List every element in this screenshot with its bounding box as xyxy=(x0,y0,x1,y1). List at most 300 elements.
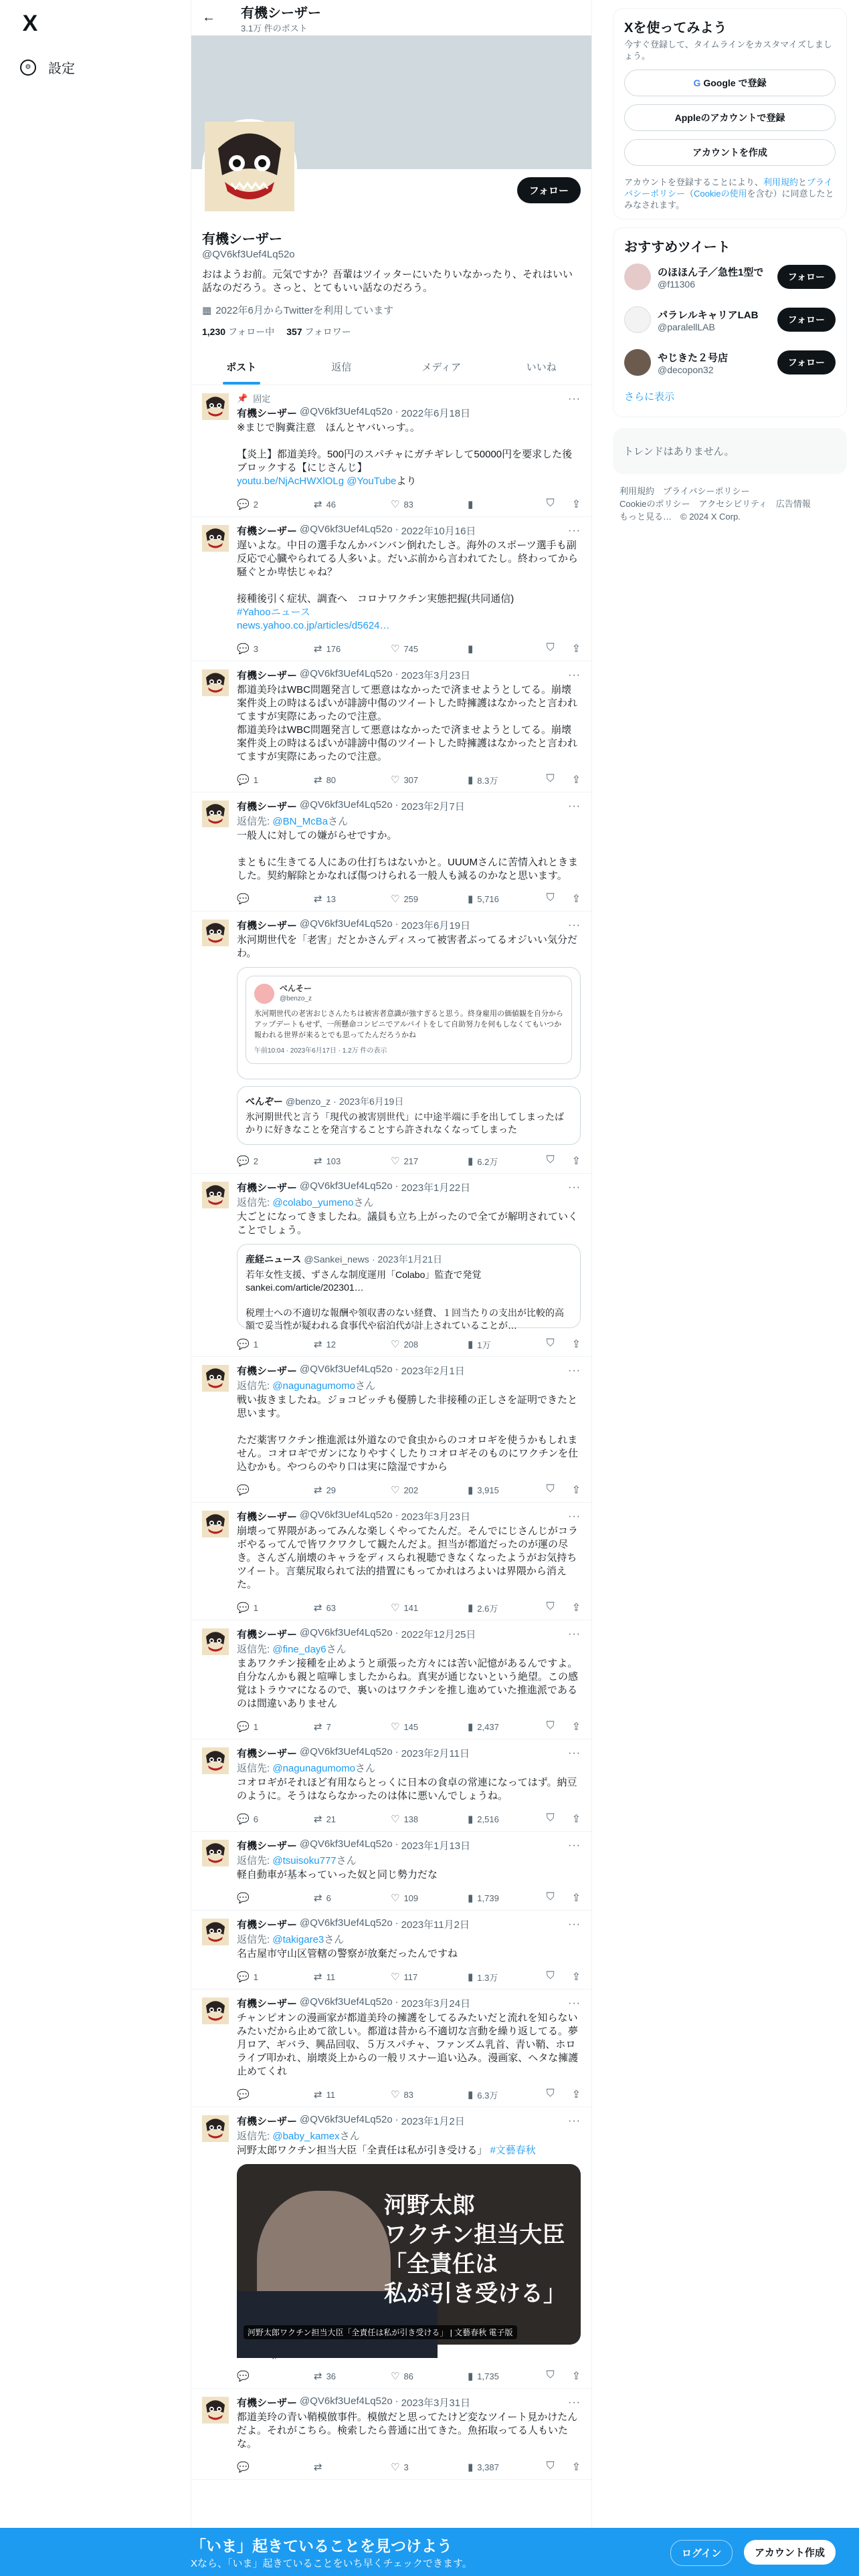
tweet-header: 有機シーザー @QV6kf3Uef4Lq52o · 2023年6月19日 xyxy=(237,918,471,932)
back-arrow-icon[interactable]: ← xyxy=(202,10,215,25)
tweet-author-handle[interactable]: @QV6kf3Uef4Lq52o xyxy=(300,918,393,930)
avatar[interactable] xyxy=(202,800,229,827)
share-icon[interactable]: ⇪ xyxy=(571,1814,581,1825)
more-icon[interactable]: ··· xyxy=(568,1628,581,1640)
pin-icon: 📌 xyxy=(237,393,248,403)
like-button[interactable]: ♡ 109 xyxy=(391,1893,419,1904)
views-button[interactable]: ▮ 2,516 xyxy=(468,1814,499,1825)
profile-name: 有機シーザー xyxy=(202,232,282,247)
tweet-date[interactable]: 2023年3月24日 xyxy=(401,1998,471,2010)
bookmark-icon[interactable]: ⛉ xyxy=(546,1154,555,1166)
recommend-item[interactable]: パラレルキャリアLAB @paralellLAB フォロー xyxy=(624,298,836,341)
retweet-button[interactable]: ⇄ 11 xyxy=(314,2089,336,2101)
reply-to-link[interactable]: @nagunagumomo xyxy=(272,1763,355,1774)
tweet-author-name[interactable]: 有機シーザー xyxy=(237,1629,298,1640)
follow-button[interactable]: フォロー xyxy=(517,177,581,203)
tab-media[interactable]: メディア xyxy=(421,362,462,373)
more-icon[interactable]: ··· xyxy=(568,1365,581,1376)
reply-button[interactable]: 💬 1 xyxy=(237,1602,258,1614)
recommend-follow-button[interactable]: フォロー xyxy=(777,308,836,332)
reply-to-link[interactable]: @BN_McBa xyxy=(272,816,328,827)
views-button[interactable]: ▮ 1.3万 xyxy=(468,1971,498,1983)
retweet-icon: ⇄ xyxy=(314,893,322,905)
tweet-date[interactable]: 2023年1月22日 xyxy=(401,1182,471,1194)
tweet[interactable] xyxy=(191,1503,591,1620)
apple-signup-button[interactable]: Appleのアカウントで登録 xyxy=(624,104,836,131)
reply-button[interactable] xyxy=(237,2370,314,2382)
privacy-link[interactable]: プライバシーポリシー xyxy=(624,177,833,199)
heart-icon: ♡ xyxy=(391,1156,400,1167)
tweet-header: 有機シーザー @QV6kf3Uef4Lq52o · 2023年2月7日 xyxy=(237,799,465,813)
tweet-date[interactable]: 2023年1月2日 xyxy=(401,2116,465,2127)
more-icon[interactable]: ··· xyxy=(568,920,581,931)
link-card-image[interactable]: 河野太郎 ワクチン担当大臣 「全責任は 私が引き受ける」 河野太郎ワクチン担当大臣「全責任は私が引き受ける」 | 文藝春秋 電子版 xyxy=(237,2164,581,2345)
bookmark-icon[interactable]: ⛉ xyxy=(546,498,555,509)
tweet-header: 有機シーザー @QV6kf3Uef4Lq52o · 2023年3月23日 xyxy=(237,668,471,681)
retweet-icon: ⇄ xyxy=(314,2089,322,2101)
retweet-icon: ⇄ xyxy=(314,1156,322,1167)
share-icon[interactable]: ⇪ xyxy=(571,1971,581,1983)
profile-avatar[interactable] xyxy=(202,119,297,214)
more-icon[interactable]: ··· xyxy=(568,1511,581,1522)
x-logo-icon[interactable]: X xyxy=(22,10,38,36)
heart-icon: ♡ xyxy=(391,2089,400,2101)
views-icon: ▮ xyxy=(468,774,474,786)
embedded-screenshot: べんそー @benzo_z 氷河期世代の老害おじさんたちは被害者意識が強すぎると思う。終身雇用の価値観を自分からアップデートもせず、一所懸命コンビニでアルバイトをして自助努力を何もしなくてもいつか報われる世界が来るとでも思ってたんだろうかね 午前10:04 · 2023年6月17日 · 1.2万 件の表示 xyxy=(246,976,572,1064)
tweet-author-name[interactable]: 有機シーザー xyxy=(237,801,298,813)
tweet-date[interactable]: 2023年2月1日 xyxy=(401,1366,465,1377)
avatar[interactable] xyxy=(202,393,229,420)
main-column xyxy=(191,0,592,2576)
tweet[interactable] xyxy=(191,1990,591,2107)
share-icon[interactable]: ⇪ xyxy=(571,2089,581,2101)
like-button[interactable]: ♡ 83 xyxy=(391,499,413,510)
tweet-author-name[interactable]: 有機シーザー xyxy=(237,1182,298,1194)
right-sidebar xyxy=(613,0,847,523)
tweet[interactable] xyxy=(191,2389,591,2480)
share-icon[interactable]: ⇪ xyxy=(571,893,581,905)
share-icon[interactable]: ⇪ xyxy=(571,1602,581,1614)
views-button[interactable]: ▮ 5,716 xyxy=(468,893,499,905)
views-button[interactable] xyxy=(468,498,545,510)
like-button[interactable]: ♡ 138 xyxy=(391,1814,419,1825)
reply-to: 返信先: @colabo_yumenoさん xyxy=(237,1197,374,1208)
calendar-icon: ▦ xyxy=(202,304,212,316)
tweet-header: 有機シーザー @QV6kf3Uef4Lq52o · 2023年3月31日 xyxy=(237,2395,471,2409)
share-icon[interactable]: ⇪ xyxy=(571,643,581,655)
profile-bio: おはようお前。元気ですか？吾輩はツイッターにいたりいなかったり、それはいい話なのだろう。さっと、とてもいい話なのだろう。 xyxy=(202,269,573,294)
tweet-author-name[interactable]: 有機シーザー xyxy=(237,1511,298,1523)
like-button[interactable]: ♡ 202 xyxy=(391,1485,419,1496)
like-button[interactable]: ♡ 117 xyxy=(391,1971,418,1983)
tweet-date[interactable]: 2023年1月13日 xyxy=(401,1840,471,1852)
reply-to-link[interactable]: @baby_kamex xyxy=(272,2131,340,2142)
reply-to: 返信先: @BN_McBaさん xyxy=(237,816,349,827)
reply-button[interactable]: 💬 1 xyxy=(237,774,258,786)
like-button[interactable]: ♡ 86 xyxy=(391,2371,413,2382)
tweet[interactable] xyxy=(191,1911,591,1990)
tweet-author-name[interactable]: 有機シーザー xyxy=(237,408,298,419)
heart-icon: ♡ xyxy=(391,893,400,905)
heart-icon: ♡ xyxy=(391,1485,400,1496)
tweet[interactable] xyxy=(191,1174,591,1357)
tweet-author-name[interactable]: 有機シーザー xyxy=(237,1366,298,1377)
tab-replies[interactable]: 返信 xyxy=(331,362,352,373)
tweet-author-name[interactable]: 有機シーザー xyxy=(237,670,298,681)
bookmark-icon[interactable]: ⛉ xyxy=(546,2088,555,2099)
tweet-actions xyxy=(237,887,581,911)
retweet-button[interactable]: ⇄ 80 xyxy=(314,774,337,786)
like-button[interactable]: ♡ 745 xyxy=(391,643,419,655)
create-account-button[interactable]: アカウントを作成 xyxy=(624,139,836,166)
tweet-author-handle[interactable]: @QV6kf3Uef4Lq52o xyxy=(300,406,393,417)
share-icon[interactable]: ⇪ xyxy=(571,2462,581,2473)
heart-icon: ♡ xyxy=(391,1893,400,1904)
quote-tweet[interactable]: べんぞー @benzo_z · 2023年6月19日 氷河期世代と言う「現代の被害別世代」に中途半端に手を出してしまったばかりに好きなことを発言することすら許されなくなってしまった xyxy=(237,1086,581,1145)
cookie-link[interactable]: Cookieの使用 xyxy=(694,189,747,199)
more-icon[interactable]: ··· xyxy=(568,669,581,681)
like-button[interactable]: ♡ 208 xyxy=(391,1339,419,1350)
tweet-text: 一般人に対しての嫌がらせですか。 まともに生きてる人にあの仕打ちはないかと。UUUMさんに苦情入れときました。契約解除とかなれば傷つけられる一般人も減るのかなと思います。 xyxy=(237,830,578,881)
tweet[interactable] xyxy=(191,1620,591,1739)
views-icon: ▮ xyxy=(468,2089,474,2101)
like-button[interactable]: ♡ 307 xyxy=(391,774,419,786)
avatar[interactable] xyxy=(202,1840,229,1866)
more-icon[interactable]: ··· xyxy=(568,1998,581,2009)
more-icon[interactable]: ··· xyxy=(568,800,581,812)
tweet-actions xyxy=(237,1886,581,1910)
google-signup-button[interactable]: G Google で登録 xyxy=(624,70,836,96)
share-icon[interactable]: ⇪ xyxy=(571,1339,581,1350)
tweet-author-handle[interactable]: @QV6kf3Uef4Lq52o xyxy=(300,1509,393,1521)
tweet[interactable] xyxy=(191,385,591,517)
more-icon[interactable]: ··· xyxy=(568,2115,581,2127)
like-button[interactable]: ♡ 259 xyxy=(391,893,419,905)
retweet-button[interactable]: ⇄ 29 xyxy=(314,1485,337,1496)
like-button[interactable]: ♡ 141 xyxy=(391,1602,419,1614)
tweet[interactable] xyxy=(191,1739,591,1832)
bottom-signup-bar xyxy=(0,2528,859,2576)
tweet-header: 有機シーザー @QV6kf3Uef4Lq52o · 2022年12月25日 xyxy=(237,1627,476,1640)
heart-icon: ♡ xyxy=(391,774,400,786)
tweet-date[interactable]: 2023年3月23日 xyxy=(401,670,471,681)
recommend-follow-button[interactable]: フォロー xyxy=(777,350,836,374)
tweet-author-name[interactable]: 有機シーザー xyxy=(237,1748,298,1759)
recommend-title: おすすめツイート xyxy=(624,240,731,255)
tweet-author-name[interactable]: 有機シーザー xyxy=(237,1998,298,2010)
tweet-author-handle[interactable]: @QV6kf3Uef4Lq52o xyxy=(300,1996,393,2008)
reply-icon: 💬 xyxy=(237,1721,250,1733)
tweet-text: 崩壊って界隈があってみんな楽しくやってたんだ。そんでにじさんじがコラボやるってんで皆ワクワクして観たんだよ。担当が都道だったのが運の尽き。さんざん崩壊のキャラをディスられ視聴できなくなったようがお気持ちツイート。言葉尻取られて法的措置にもってかれはろよいは界隈から消えた。 xyxy=(237,1525,578,1590)
tweet-header: 有機シーザー @QV6kf3Uef4Lq52o · 2023年3月24日 xyxy=(237,1996,471,2010)
reply-to-link[interactable]: @fine_day6 xyxy=(272,1644,326,1655)
profile-header-bar xyxy=(191,0,591,35)
tweet-actions xyxy=(237,1149,581,1173)
retweet-icon: ⇄ xyxy=(314,1721,322,1733)
bottom-subtitle: Xなら、「いま」起きていることをいち早くチェックできます。 xyxy=(191,2558,472,2569)
tweet-author-handle[interactable]: @QV6kf3Uef4Lq52o xyxy=(300,1746,393,1757)
tweet-link[interactable]: #Yahooニュース news.yahoo.co.jp/articles/d5624… xyxy=(237,607,390,631)
heart-icon: ♡ xyxy=(391,499,400,510)
reply-icon: 💬 xyxy=(237,1893,250,1904)
reply-button[interactable]: 💬 2 xyxy=(237,1156,258,1167)
tab-posts[interactable]: ポスト xyxy=(191,349,292,385)
bookmark-icon[interactable]: ⛉ xyxy=(546,642,555,653)
hashtag-link[interactable]: #文藝春秋 xyxy=(490,2145,536,2156)
tweet-actions xyxy=(237,2364,581,2388)
reply-button[interactable] xyxy=(237,1484,314,1496)
tweet-header: 有機シーザー @QV6kf3Uef4Lq52o · 2022年10月16日 xyxy=(237,524,476,537)
tweet-actions xyxy=(237,492,581,516)
retweet-button[interactable]: ⇄ 12 xyxy=(314,1339,337,1350)
views-icon: ▮ xyxy=(468,2371,474,2382)
more-icon[interactable]: ··· xyxy=(568,1919,581,1930)
recommend-follow-button[interactable]: フォロー xyxy=(777,265,836,289)
tweet-date[interactable]: 2023年3月23日 xyxy=(401,1511,471,1523)
views-button[interactable]: ▮ 1,739 xyxy=(468,1893,499,1904)
tweet-author-handle[interactable]: @QV6kf3Uef4Lq52o xyxy=(300,1364,393,1375)
login-button[interactable]: ログイン xyxy=(670,2540,733,2566)
avatar[interactable] xyxy=(202,1365,229,1392)
share-icon[interactable]: ⇪ xyxy=(571,2371,581,2382)
views-icon: ▮ xyxy=(468,1893,474,1904)
tweet-header: 有機シーザー @QV6kf3Uef4Lq52o · 2023年1月22日 xyxy=(237,1180,471,1194)
quote-card[interactable] xyxy=(237,967,581,1079)
recommend-box xyxy=(613,227,847,417)
more-icon[interactable]: ··· xyxy=(568,1747,581,1759)
tweet[interactable] xyxy=(191,911,591,1174)
share-icon[interactable]: ⇪ xyxy=(571,1485,581,1496)
tweet-author-handle[interactable]: @QV6kf3Uef4Lq52o xyxy=(300,2395,393,2407)
recommend-item[interactable]: のほほん子／急性1型で @f11306 フォロー xyxy=(624,255,836,298)
tweet[interactable] xyxy=(191,792,591,911)
share-icon[interactable]: ⇪ xyxy=(571,1156,581,1167)
footer-links[interactable]: 利用規約 プライバシーポリシー Cookieのポリシー アクセシビリティ 広告情報 もっと見る… © 2024 X Corp. xyxy=(619,486,811,522)
share-icon[interactable]: ⇪ xyxy=(571,1721,581,1733)
tweet-actions xyxy=(237,1715,581,1739)
views-button[interactable]: ▮ 8.3万 xyxy=(468,774,498,786)
avatar[interactable] xyxy=(202,1747,229,1774)
heart-icon: ♡ xyxy=(391,1602,400,1614)
tweet-date[interactable]: 2023年3月31日 xyxy=(401,2397,471,2409)
reply-button[interactable] xyxy=(237,1892,314,1904)
avatar[interactable] xyxy=(624,306,651,333)
reply-button[interactable]: 💬 2 xyxy=(237,499,258,510)
tweet-date[interactable]: 2022年6月18日 xyxy=(401,408,471,419)
share-icon[interactable]: ⇪ xyxy=(571,1893,581,1904)
tweet-author-handle[interactable]: @QV6kf3Uef4Lq52o xyxy=(300,1627,393,1638)
bookmark-icon[interactable]: ⛉ xyxy=(546,1601,555,1612)
tweet-link[interactable]: youtu.be/NjAcHWXlOLg @YouTube xyxy=(237,475,397,487)
retweet-button[interactable]: ⇄ 21 xyxy=(314,1814,337,1825)
avatar[interactable] xyxy=(202,2397,229,2424)
tweet-author-name[interactable]: 有機シーザー xyxy=(237,1840,298,1852)
tweet[interactable] xyxy=(191,1357,591,1503)
heart-icon: ♡ xyxy=(391,2462,400,2473)
nav-settings-label: 設定 xyxy=(48,62,75,76)
retweet-button[interactable]: ⇄ 13 xyxy=(314,893,337,905)
tweet-author-handle[interactable]: @QV6kf3Uef4Lq52o xyxy=(300,668,393,679)
avatar[interactable] xyxy=(624,263,651,290)
avatar[interactable] xyxy=(202,920,229,946)
nav-settings[interactable] xyxy=(13,51,177,84)
signup-title: Xを使ってみよう xyxy=(624,21,727,35)
views-button[interactable]: ▮ 3,915 xyxy=(468,1485,499,1496)
tweet-author-handle[interactable]: @QV6kf3Uef4Lq52o xyxy=(300,524,393,535)
views-button[interactable]: ▮ 1万 xyxy=(468,1339,491,1350)
tweet-date[interactable]: 2023年6月19日 xyxy=(401,920,471,932)
more-icon[interactable]: ··· xyxy=(568,525,581,536)
pinned-label: 📌 固定 xyxy=(237,393,271,404)
heart-icon: ♡ xyxy=(391,1339,400,1350)
reply-button[interactable]: 💬 1 xyxy=(237,1971,258,1983)
avatar[interactable] xyxy=(202,1182,229,1208)
tweet-author-name[interactable]: 有機シーザー xyxy=(237,1919,298,1931)
reply-button[interactable]: 💬 6 xyxy=(237,1814,258,1825)
avatar xyxy=(254,984,274,1004)
reply-button[interactable]: 💬 3 xyxy=(237,643,258,655)
views-button[interactable]: ▮ 6.3万 xyxy=(468,2089,498,2101)
like-button[interactable]: ♡ 217 xyxy=(391,1156,419,1167)
gear-icon: ⚙ xyxy=(20,60,36,76)
bookmark-icon[interactable]: ⛉ xyxy=(546,1891,555,1903)
tweet-text: ※まじで胸糞注意 ほんとヤバいっす。。 【炎上】都道美玲。500円のスパチャにガチギレして50000円を要求した後ブロックする【にじさんじ】 youtu.be/NjAcHWXlOLg @YouTubeより xyxy=(237,422,573,487)
reply-icon: 💬 xyxy=(237,1602,250,1614)
tab-likes[interactable]: いいね xyxy=(526,362,557,373)
tweet-text: 都道美玲はWBC問題発言して悪意はなかったで済ませようとしてる。崩壊案件炎上の時はるぱいが誹謗中傷のツイートした時擁護はなかったと言われてますが実際にあったので注意。 都道美玲はWBC問題発言して悪意はなかったで済ませようとしてる。崩壊案件炎上の時はるぱいが誹謗中傷のツイートした時擁護はなかったと言われてますが実際にあったので注意。 xyxy=(237,684,577,762)
views-button[interactable]: ▮ 1,735 xyxy=(468,2371,499,2382)
followers-link[interactable]: 357 フォロワー xyxy=(286,326,351,337)
bookmark-icon[interactable]: ⛉ xyxy=(546,773,555,784)
views-icon: ▮ xyxy=(468,1814,474,1825)
more-icon[interactable]: ··· xyxy=(568,1182,581,1193)
retweet-button[interactable]: ⇄ 11 xyxy=(314,1971,336,1983)
views-button[interactable]: ▮ 3,387 xyxy=(468,2462,499,2473)
tweet-author-handle[interactable]: @QV6kf3Uef4Lq52o xyxy=(300,2114,393,2125)
tweet-author-name[interactable]: 有機シーザー xyxy=(237,920,298,932)
avatar[interactable] xyxy=(202,1998,229,2024)
share-icon[interactable]: ⇪ xyxy=(571,774,581,786)
tweet-author-handle[interactable]: @QV6kf3Uef4Lq52o xyxy=(300,1838,393,1850)
like-button[interactable]: ♡ 83 xyxy=(391,2089,413,2101)
reply-to-link[interactable]: @colabo_yumeno xyxy=(272,1197,354,1208)
tweet-date[interactable]: 2023年2月11日 xyxy=(401,1748,470,1759)
bookmark-icon[interactable]: ⛉ xyxy=(546,2460,555,2472)
reply-to-link[interactable]: @tsuisoku777 xyxy=(272,1855,337,1866)
bookmark-icon[interactable]: ⛉ xyxy=(546,2369,555,2381)
reply-to-link[interactable]: @takigare3 xyxy=(272,1934,324,1945)
show-more-link[interactable]: さらに表示 xyxy=(624,391,675,403)
bookmark-icon[interactable]: ⛉ xyxy=(546,1970,555,1981)
avatar[interactable] xyxy=(202,2115,229,2142)
reply-icon: 💬 xyxy=(237,774,250,786)
retweet-button[interactable]: ⇄ 63 xyxy=(314,1602,337,1614)
tweet-author-name[interactable]: 有機シーザー xyxy=(237,526,298,537)
retweet-button[interactable]: ⇄ 176 xyxy=(314,643,341,655)
tweet[interactable] xyxy=(191,1832,591,1911)
tweet-actions xyxy=(237,1596,581,1620)
like-button[interactable]: ♡ 145 xyxy=(391,1721,419,1733)
bookmark-icon[interactable]: ⛉ xyxy=(546,1337,555,1349)
retweet-button[interactable] xyxy=(314,2461,391,2473)
following-link[interactable]: 1,230 フォロー中 xyxy=(202,326,275,337)
retweet-button[interactable]: ⇄ 7 xyxy=(314,1721,331,1733)
share-icon[interactable]: ⇪ xyxy=(571,499,581,510)
bookmark-icon[interactable]: ⛉ xyxy=(546,1483,555,1495)
retweet-icon: ⇄ xyxy=(314,1893,322,1904)
avatar[interactable] xyxy=(624,349,651,376)
reply-icon: 💬 xyxy=(237,1156,250,1167)
bookmark-icon[interactable]: ⛉ xyxy=(546,1720,555,1731)
tweet-author-handle[interactable]: @QV6kf3Uef4Lq52o xyxy=(300,1917,393,1929)
bookmark-icon[interactable]: ⛉ xyxy=(546,892,555,903)
more-icon[interactable]: ··· xyxy=(568,2397,581,2408)
retweet-icon: ⇄ xyxy=(314,1485,322,1496)
reply-button[interactable] xyxy=(237,893,314,905)
tweet-date[interactable]: 2022年10月16日 xyxy=(401,526,476,537)
bottom-title: 「いま」起きていることを見つけよう xyxy=(191,2537,452,2555)
tweet-author-handle[interactable]: @QV6kf3Uef4Lq52o xyxy=(300,1180,393,1192)
retweet-button[interactable]: ⇄ 103 xyxy=(314,1156,341,1167)
reply-to-link[interactable]: @nagunagumomo xyxy=(272,1380,355,1392)
avatar[interactable] xyxy=(202,669,229,696)
reply-button[interactable]: 💬 1 xyxy=(237,1721,258,1733)
tweet-author-name[interactable]: 有機シーザー xyxy=(237,2397,298,2409)
views-button[interactable]: ▮ 2,437 xyxy=(468,1721,499,1733)
bookmark-icon[interactable]: ⛉ xyxy=(546,1812,555,1824)
tweet-author-handle[interactable]: @QV6kf3Uef4Lq52o xyxy=(300,799,393,811)
quote-tweet[interactable]: 産経ニュース @Sankei_news · 2023年1月21日 若年女性支援、ずさんな制度運用「Colabo」監査で発覚 sankei.com/article/202301… 税理士への不適切な報酬や領収書のない経費、１回当たりの支出が比較的高額で妥当性が疑われる食事代や宿泊代が計上されていることが… xyxy=(237,1244,581,1328)
more-icon[interactable]: ··· xyxy=(568,393,581,405)
tweet-author-name[interactable]: 有機シーザー xyxy=(237,2116,298,2127)
more-icon[interactable]: ··· xyxy=(568,1840,581,1851)
retweet-button[interactable]: ⇄ 6 xyxy=(314,1893,331,1904)
recommend-item[interactable]: やじきた２号店 @decopon32 フォロー xyxy=(624,341,836,384)
tweet-date[interactable]: 2023年2月7日 xyxy=(401,801,465,813)
views-icon: ▮ xyxy=(468,1485,474,1496)
views-icon: ▮ xyxy=(468,1971,474,1983)
signup-button[interactable]: アカウント作成 xyxy=(744,2540,836,2565)
avatar[interactable] xyxy=(202,1511,229,1537)
tweet[interactable] xyxy=(191,661,591,792)
avatar[interactable] xyxy=(202,1628,229,1655)
tweet[interactable] xyxy=(191,517,591,661)
avatar[interactable] xyxy=(202,525,229,552)
like-button[interactable]: ♡ 3 xyxy=(391,2462,409,2473)
reply-button[interactable] xyxy=(237,2461,314,2473)
tweet-feed xyxy=(191,385,591,2480)
reply-icon: 💬 xyxy=(237,499,250,510)
avatar[interactable] xyxy=(202,1919,229,1945)
tweet-actions xyxy=(237,1478,581,1502)
views-button[interactable]: ▮ 6.2万 xyxy=(468,1156,498,1167)
views-button[interactable]: ▮ 2.6万 xyxy=(468,1602,498,1614)
retweet-icon: ⇄ xyxy=(314,643,322,655)
reply-button[interactable]: 💬 1 xyxy=(237,1339,258,1350)
reply-button[interactable] xyxy=(237,2088,314,2101)
views-button[interactable] xyxy=(468,643,545,655)
heart-icon: ♡ xyxy=(391,1971,400,1983)
tweet-date[interactable]: 2022年12月25日 xyxy=(401,1629,476,1640)
terms-link[interactable]: 利用規約 xyxy=(763,177,798,187)
retweet-icon: ⇄ xyxy=(314,1814,322,1825)
tweet-text: 名古屋市守山区管轄の警察が放棄だったんですね xyxy=(237,1948,458,1959)
retweet-button[interactable]: ⇄ 46 xyxy=(314,499,337,510)
tweet-date[interactable]: 2023年11月2日 xyxy=(401,1919,470,1931)
tweet[interactable] xyxy=(191,2107,591,2389)
retweet-button[interactable]: ⇄ 36 xyxy=(314,2371,337,2382)
retweet-icon: ⇄ xyxy=(314,1339,322,1350)
